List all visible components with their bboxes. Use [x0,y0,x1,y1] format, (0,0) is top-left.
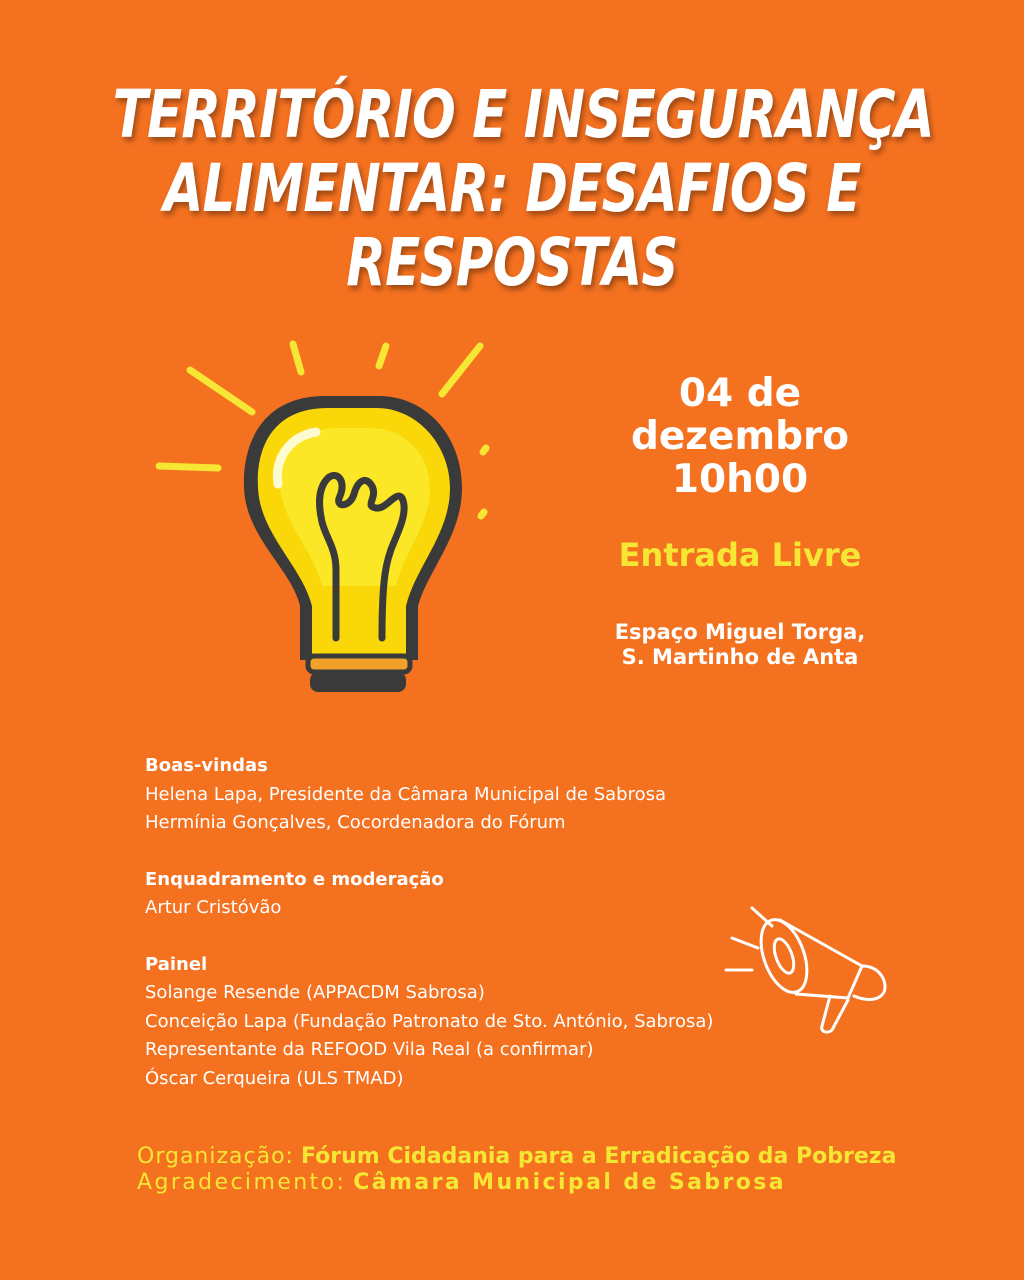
event-date [600,372,880,501]
date-line-1: 04 de [678,371,802,416]
program-item: Solange Resende (APPACDM Sabrosa) [145,982,485,1003]
thanks-row [137,1170,997,1196]
event-title [112,76,934,301]
free-entry-label: Entrada Livre [618,536,862,574]
program-item: Helena Lapa, Presidente da Câmara Municipal de Sabrosa [145,783,667,805]
title-line-2: ALIMENTAR: DESAFIOS E [163,150,861,227]
program-item: Artur Cristóvão [145,897,282,918]
program-item: Representante da REFOOD Vila Real (a confirmar) [145,1039,594,1060]
megaphone-icon [722,900,892,1035]
lightbulb-icon [150,338,500,700]
venue-line-2: S. Martinho de Anta [621,645,859,669]
date-line-2: dezembro [630,414,850,459]
thanks-value: Câmara Municipal de Sabrosa [353,1170,786,1195]
program-section-welcome [145,752,845,838]
section-heading: Boas-vindas [145,755,268,776]
title-line-3: RESPOSTAS [346,224,678,301]
section-heading: Enquadramento e moderação [145,868,444,890]
program-item: Conceição Lapa (Fundação Patronato de Sto. António, Sabrosa) [145,1010,714,1032]
credits [137,1144,997,1196]
title-line-1: TERRITÓRIO E INSEGURANÇA [112,76,934,153]
venue-line-1: Espaço Miguel Torga, [614,620,866,644]
thanks-label: Agradecimento: [137,1170,347,1195]
organization-row [137,1144,997,1170]
event-venue [580,620,900,670]
section-heading: Painel [145,953,208,975]
organization-label: Organização: [137,1144,294,1169]
event-time: 10h00 [671,457,809,502]
program-item: Hermínia Gonçalves, Cocordenadora do Fórum [145,812,566,833]
organization-value: Fórum Cidadania para a Erradicação da Pobreza [300,1144,897,1169]
program-item: Óscar Cerqueira (ULS TMAD) [145,1067,404,1089]
